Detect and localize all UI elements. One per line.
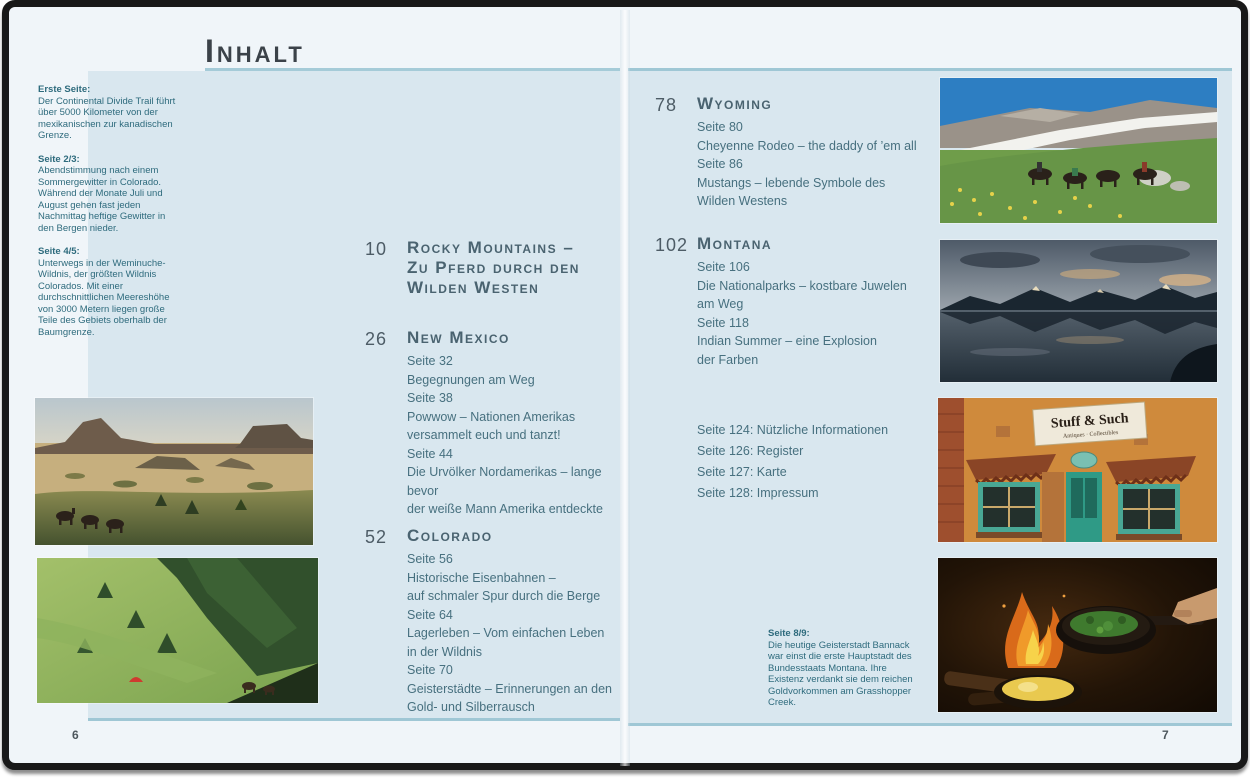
toc-entry: am Weg xyxy=(697,297,744,311)
chapter-entries xyxy=(697,258,945,369)
caption-block xyxy=(38,246,176,338)
chapter-title-line: Montana xyxy=(697,234,773,253)
chapter-title-line: Colorado xyxy=(407,526,493,545)
chapter-entries xyxy=(697,118,945,211)
photo-pack-trip-snowfield xyxy=(940,78,1217,223)
store-sign xyxy=(1033,402,1147,446)
appendix-entry: Seite 126: Register xyxy=(697,444,804,458)
chapter-page-number: 10 xyxy=(365,239,388,259)
photo-desert-pack-ride xyxy=(35,398,313,545)
caption-heading: Seite 8/9: xyxy=(768,628,810,639)
toc-entry: Seite 106 xyxy=(697,260,750,274)
chapter-entries xyxy=(407,550,625,717)
toc-entry: Powwow – Nationen Amerikas xyxy=(407,409,576,424)
pack-trip-image xyxy=(940,78,1217,223)
toc-entry: Indian Summer – eine Explosion xyxy=(697,334,877,348)
toc-entry: Seite 86 xyxy=(697,157,743,171)
toc-chapter-colorado xyxy=(365,526,625,717)
toc-entry: der Farben xyxy=(697,352,759,367)
caption-heading: Seite 2/3: xyxy=(38,153,80,165)
appendix-entry: Seite 124: Nützliche Informationen xyxy=(697,423,889,437)
desert-landscape-image xyxy=(35,398,313,545)
page-number-right: 7 xyxy=(1162,728,1169,742)
toc-entry: Seite 118 xyxy=(697,315,749,330)
page-title: Inhalt xyxy=(205,33,305,69)
toc-entry: Begegnungen am Weg xyxy=(407,372,535,387)
chapter-title-line: Wyoming xyxy=(697,94,773,113)
caption-block-bannack xyxy=(768,628,918,709)
toc-entry: auf schmaler Spur durch die Berge xyxy=(407,589,601,603)
chapter-page-number: 78 xyxy=(655,95,678,115)
toc-entry: Seite 64 xyxy=(407,607,453,622)
window-right xyxy=(1116,484,1182,540)
appendix-entry: Seite 127: Karte xyxy=(697,465,787,479)
caption-body: Der Continental Divide Trail führt über 5000 Kilometer von der mexikanischen zur kanadischen Grenze. xyxy=(38,95,176,141)
chapter-entries xyxy=(407,352,625,519)
chapter-title-line: New Mexico xyxy=(407,328,510,347)
caption-block xyxy=(38,84,176,142)
toc-chapter-new-mexico xyxy=(365,328,625,519)
toc-entry: Die Urvölker Nordamerikas – lange bevor xyxy=(407,465,602,498)
toc-entry: Seite 56 xyxy=(407,552,453,566)
photo-campfire-cooking xyxy=(938,558,1217,712)
photo-mountain-lake-dusk xyxy=(940,240,1217,382)
toc-entry: Seite 70 xyxy=(407,663,453,677)
photo-alpine-meadow-camp xyxy=(37,558,318,703)
appendix-list xyxy=(697,420,888,504)
caption-body: Abendstimmung nach einem Sommergewitter in Colorado. Während der Monate Juli und August gehen fast jeden Nachmittag heftige Gewitter in den Bergen nieder. xyxy=(38,165,166,234)
chapter-title-line: Zu Pferd durch den xyxy=(407,258,580,277)
toc-entry: Historische Eisenbahnen – xyxy=(407,570,556,585)
chapter-title-line: Rocky Mountains – xyxy=(407,238,575,257)
caption-body: Die heutige Geisterstadt Bannack war einst die erste Hauptstadt des Bundesstaats Montana. Ihre Existenz verdankt sie dem reichen Goldvorkommen am Grasshopper Creek. xyxy=(768,639,913,708)
toc-entry: Cheyenne Rodeo – the daddy of ’em all xyxy=(697,138,917,153)
toc-entry: Seite 80 xyxy=(697,120,743,134)
lake-image xyxy=(940,240,1217,382)
toc-chapter-rocky-mountains xyxy=(365,238,615,298)
chapter-page-number: 52 xyxy=(365,527,388,547)
toc-entry: Mustangs – lebende Symbole des xyxy=(697,175,886,190)
toc-entry: Wilden Westens xyxy=(697,194,788,208)
toc-entry: Gold- und Silberrausch xyxy=(407,700,535,714)
pan-with-eggs xyxy=(994,675,1082,709)
toc-chapter-wyoming xyxy=(655,94,945,211)
toc-entry: Seite 44 xyxy=(407,446,453,461)
caption-block xyxy=(38,154,176,235)
window-left xyxy=(976,482,1042,538)
caption-heading: Seite 4/5: xyxy=(38,246,80,257)
svg-text:Stuff & Such: Stuff & Such xyxy=(1050,411,1130,432)
toc-chapter-montana xyxy=(655,234,945,369)
toc-entry: Seite 32 xyxy=(407,354,453,368)
svg-text:Antiques · Collectibles: Antiques · Collectibles xyxy=(1062,429,1119,440)
toc-entry: Lagerleben – Vom einfachen Leben xyxy=(407,626,605,640)
margin-captions xyxy=(38,84,176,350)
toc-entry: Geisterstädte – Erinnerungen an den xyxy=(407,681,612,696)
toc-entry: in der Wildnis xyxy=(407,644,483,659)
toc-entry: der weiße Mann Amerika entdeckte xyxy=(407,502,603,516)
toc-entry: Seite 38 xyxy=(407,391,453,405)
chapter-page-number: 102 xyxy=(655,235,689,255)
appendix-entry: Seite 128: Impressum xyxy=(697,486,819,500)
toc-entry: versammelt euch und tanzt! xyxy=(407,428,561,442)
caption-heading: Erste Seite: xyxy=(38,84,91,95)
storefront-image xyxy=(938,398,1217,542)
meadow-image xyxy=(37,558,318,703)
toc-entry: Die Nationalparks – kostbare Juwelen xyxy=(697,278,907,293)
campfire-image xyxy=(938,558,1217,712)
page-number-left: 6 xyxy=(72,728,79,742)
chapter-page-number: 26 xyxy=(365,329,388,349)
chapter-title-line: Wilden Westen xyxy=(407,278,540,297)
photo-antique-store xyxy=(938,398,1217,542)
caption-body: Unterwegs in der Weminuche-Wildnis, der größten Wildnis Colorados. Mit einer durchschnittlichen Meereshöhe von 3000 Metern liegen große Teile des Gebiets oberhalb der Baumgrenze. xyxy=(38,257,170,338)
